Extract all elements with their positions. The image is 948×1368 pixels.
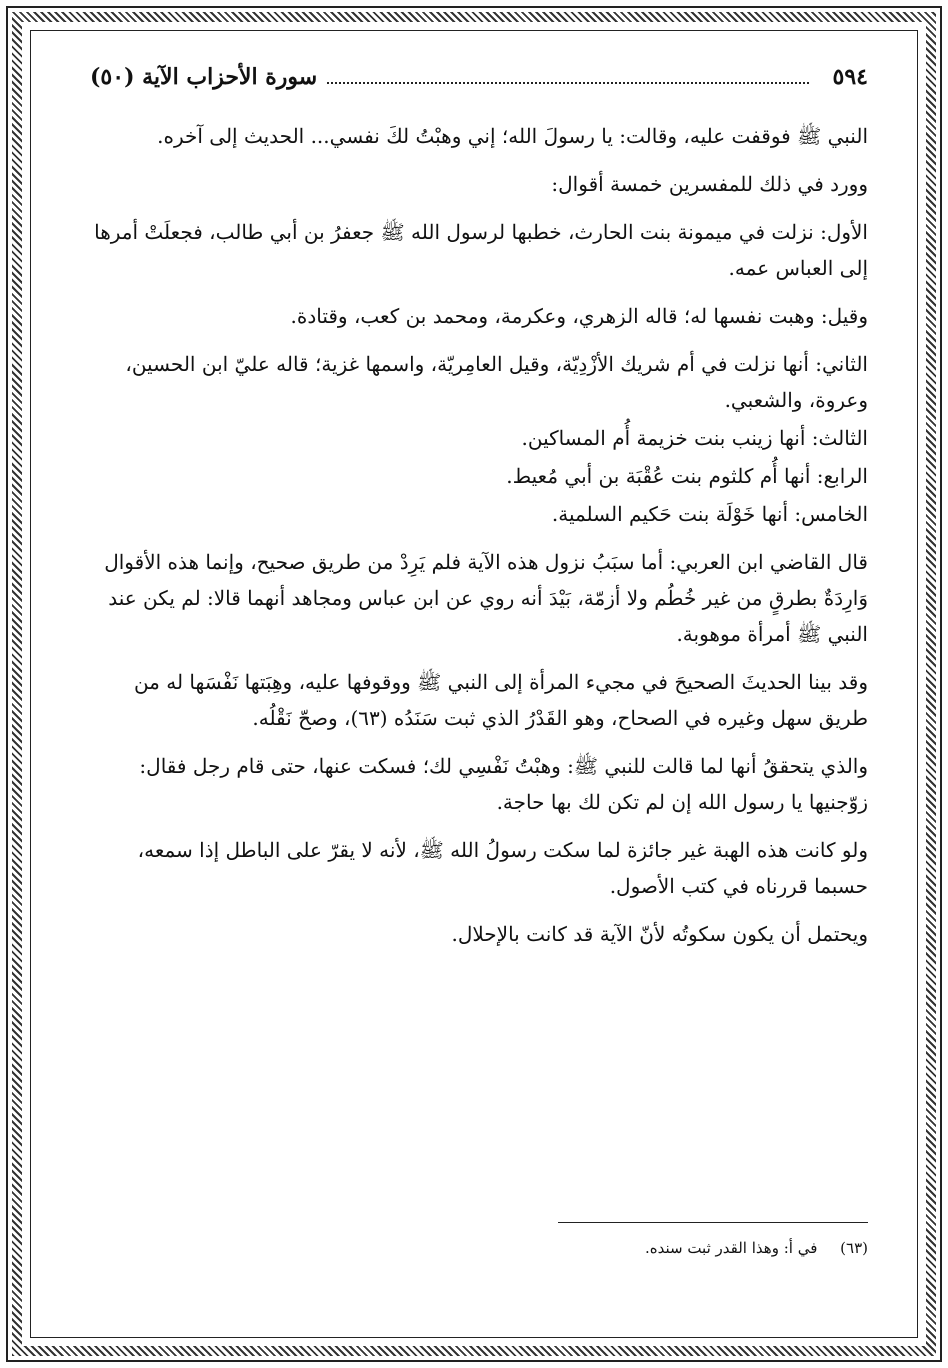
paragraph: وقد بينا الحديثَ الصحيحَ في مجيء المرأة إلى النبي ﷺ ووقوفها عليه، وهِبَتها نَفْسَها له من طريق سهل وغيره في الصحاح، وهو القَدْرُ الذي ثبت سَنَدُه (٦٣)، وصحّ نَقْلُه. xyxy=(133,670,868,730)
page-number: ٥٩٤ xyxy=(832,64,868,90)
paragraph: وورد في ذلك للمفسرين خمسة أقوال: xyxy=(551,172,868,196)
paragraph: الثالث: أنها زينب بنت خزيمة أُم المساكين. xyxy=(521,426,868,450)
header-dot-leader xyxy=(327,82,808,84)
footnote xyxy=(645,1236,868,1260)
paragraph: الخامس: أنها خَوْلَة بنت حَكيم السلمية. xyxy=(551,502,868,526)
paragraph: والذي يتحققُ أنها لما قالت للنبي ﷺ: وهبْتُ نَفْسِي لك؛ فسكت عنها، حتى قام رجل فقال: زوّجنيها يا رسول الله إن لم تكن لك بها حاجة. xyxy=(139,754,868,814)
paragraph: ولو كانت هذه الهبة غير جائزة لما سكت رسولُ الله ﷺ، لأنه لا يقرّ على الباطل إذا سمعه، حسبما قررناه في كتب الأصول. xyxy=(137,838,868,898)
paragraph: وقيل: وهبت نفسها له؛ قاله الزهري، وعكرمة، ومحمد بن كعب، وقتادة. xyxy=(290,304,868,328)
running-header xyxy=(90,64,868,104)
footnote-text: في أ: وهذا القدر ثبت سنده. xyxy=(644,1239,818,1257)
footnote-number: (٦٣) xyxy=(840,1239,868,1257)
header-title: سورة الأحزاب الآية (٥٠) xyxy=(90,64,318,90)
paragraph: الرابع: أنها أُم كلثوم بنت عُقْبَة بن أبي مُعيط. xyxy=(506,464,868,488)
paragraph: الأول: نزلت في ميمونة بنت الحارث، خطبها لرسول الله ﷺ جعفرُ بن أبي طالب، فجعلَتْ أمرها إلى العباس عمه. xyxy=(94,220,868,280)
page-content xyxy=(90,64,868,964)
paragraph: ويحتمل أن يكون سكوتُه لأنّ الآية قد كانت بالإحلال. xyxy=(451,922,868,946)
paragraph: قال القاضي ابن العربي: أما سبَبُ نزول هذه الآية فلم يَرِدْ من طريق صحيح، وإنما هذه الأقوال وَارِدَةٌ بطرقٍ من غير خُطُم ولا أزمّة، بَيْدَ أنه روي عن ابن عباس ومجاهد أنهما قالا: لم يكن عند النبي ﷺ أمرأة موهوبة. xyxy=(104,550,868,646)
paragraph: الثاني: أنها نزلت في أم شريك الأزْدِيّة، وقيل العامِريّة، واسمها غزية؛ قاله عليّ ابن الحسين، وعروة، والشعبي. xyxy=(125,352,868,412)
paragraph: النبي ﷺ فوقفت عليه، وقالت: يا رسولَ الله؛ إني وهبْتُ لكَ نفسي... الحديث إلى آخره. xyxy=(157,124,868,148)
footnote-separator xyxy=(558,1222,868,1223)
